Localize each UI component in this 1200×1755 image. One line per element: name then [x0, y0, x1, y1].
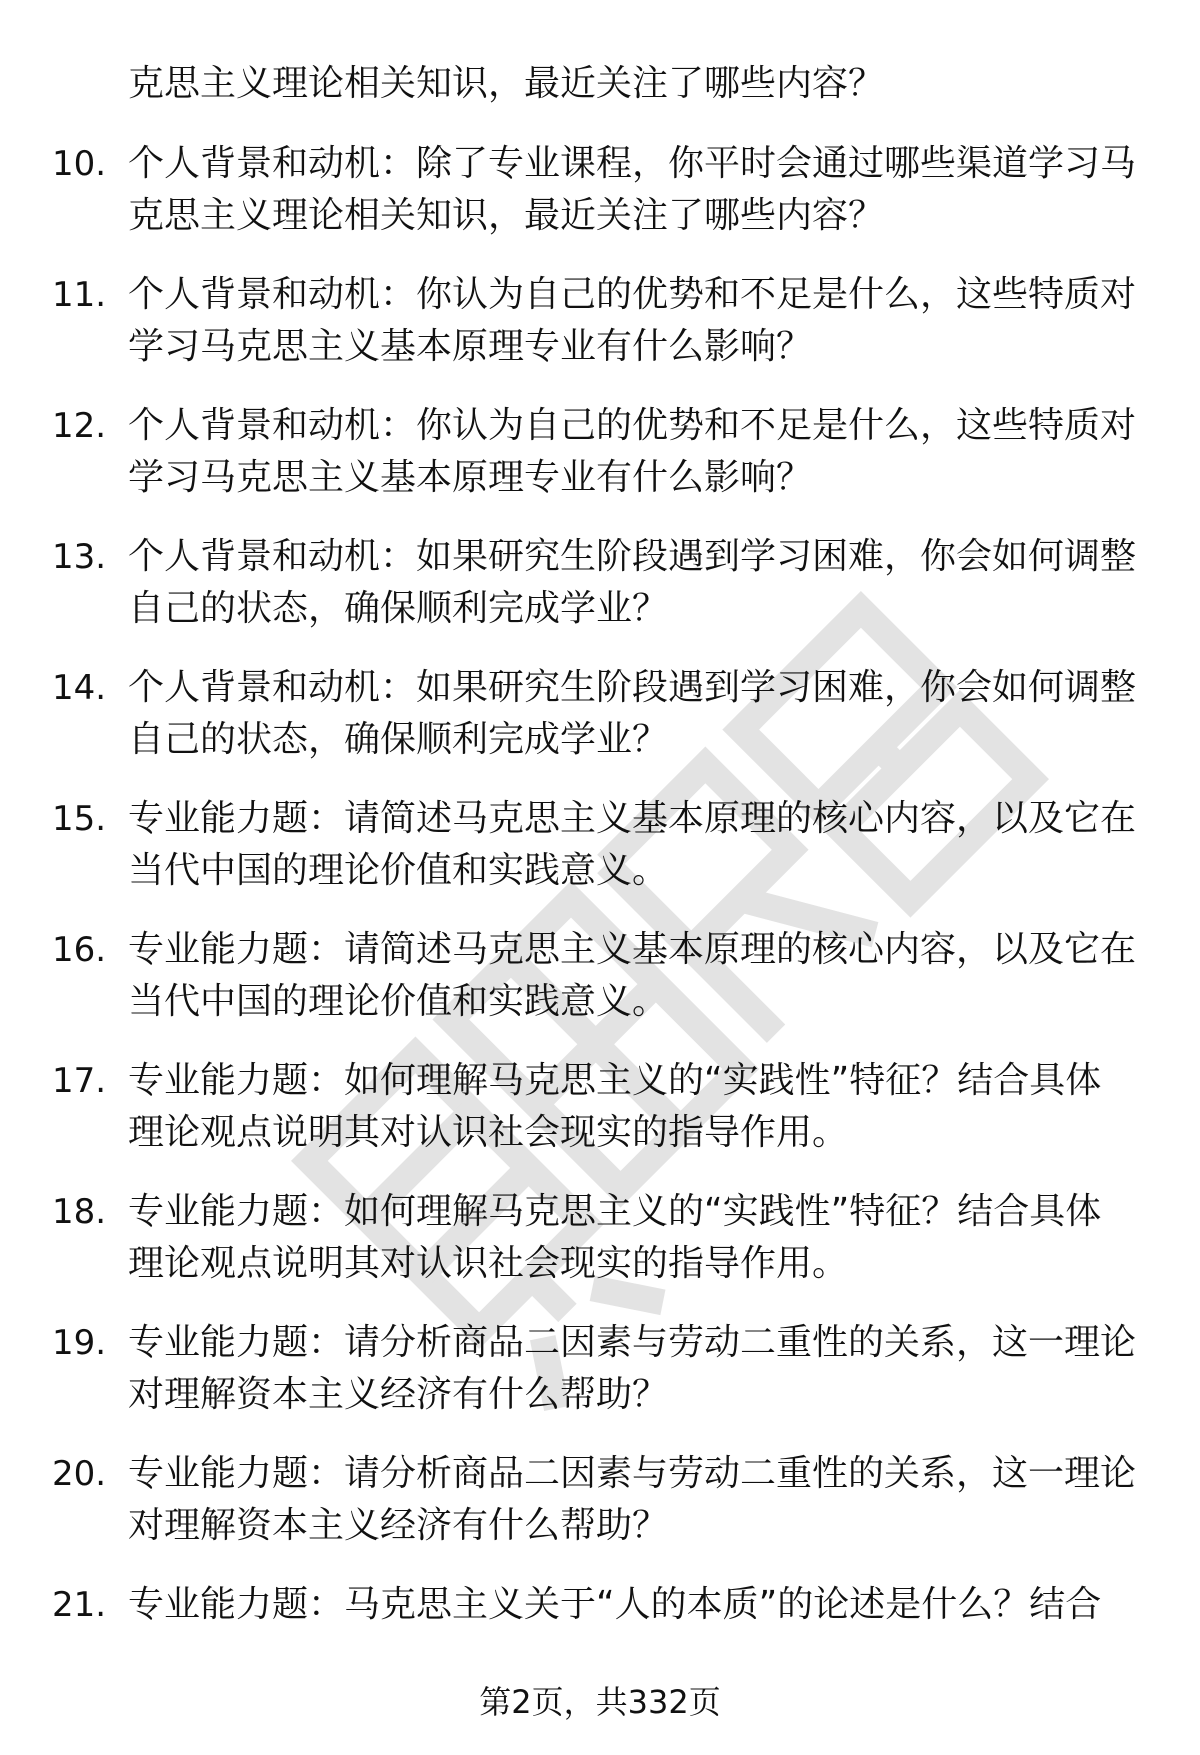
question-number: 21.: [52, 1585, 107, 1625]
question-text-line-1: 个人背景和动机：你认为自己的优势和不足是什么，这些特质对: [128, 274, 1137, 315]
question-number: 12.: [52, 406, 107, 446]
continued-question-line: 克思主义理论相关知识，最近关注了哪些内容？: [128, 63, 885, 104]
question-text-line-2: 对理解资本主义经济有什么帮助？: [128, 1505, 669, 1546]
question-text-line-2: 自己的状态，确保顺利完成学业？: [128, 588, 669, 629]
question-text-line-1: 专业能力题：请分析商品二因素与劳动二重性的关系，这一理论: [128, 1453, 1137, 1494]
question-number: 19.: [52, 1323, 107, 1363]
question-text-line-1: 专业能力题：马克思主义关于“人的本质”的论述是什么？结合: [128, 1584, 1102, 1625]
question-text-line-2: 自己的状态，确保顺利完成学业？: [128, 719, 669, 760]
question-number: 17.: [52, 1061, 107, 1101]
list-item: [0, 926, 1200, 1057]
question-text-line-2: 学习马克思主义基本原理专业有什么影响？: [128, 326, 813, 367]
question-number: 13.: [52, 537, 107, 577]
question-text-line-1: 个人背景和动机：你认为自己的优势和不足是什么，这些特质对: [128, 405, 1137, 446]
question-text-line-2: 克思主义理论相关知识，最近关注了哪些内容？: [128, 195, 885, 236]
question-text-line-1: 个人背景和动机：如果研究生阶段遇到学习困难，你会如何调整: [128, 667, 1137, 708]
question-list: [0, 140, 1200, 1712]
question-text-line-2: 当代中国的理论价值和实践意义。: [128, 981, 669, 1022]
question-text-line-1: 专业能力题：如何理解马克思主义的“实践性”特征？结合具体: [128, 1060, 1102, 1101]
question-number: 14.: [52, 668, 107, 708]
question-text-line-2: 对理解资本主义经济有什么帮助？: [128, 1374, 669, 1415]
list-item: [0, 795, 1200, 926]
question-text-line-1: 专业能力题：如何理解马克思主义的“实践性”特征？结合具体: [128, 1191, 1102, 1232]
question-number: 18.: [52, 1192, 107, 1232]
list-item: [0, 1188, 1200, 1319]
question-number: 11.: [52, 275, 107, 315]
question-number: 20.: [52, 1454, 107, 1494]
list-item: [0, 1319, 1200, 1450]
list-item: [0, 140, 1200, 271]
question-text-line-2: 学习马克思主义基本原理专业有什么影响？: [128, 457, 813, 498]
question-text-line-2: 当代中国的理论价值和实践意义。: [128, 850, 669, 891]
question-text-line-1: 专业能力题：请分析商品二因素与劳动二重性的关系，这一理论: [128, 1322, 1137, 1363]
list-item: [0, 533, 1200, 664]
list-item: [0, 271, 1200, 402]
question-number: 15.: [52, 799, 107, 839]
list-item: [0, 1450, 1200, 1581]
question-text-line-1: 个人背景和动机：如果研究生阶段遇到学习困难，你会如何调整: [128, 536, 1137, 577]
question-text-line-1: 个人背景和动机：除了专业课程，你平时会通过哪些渠道学习马: [128, 143, 1137, 184]
page-number-footer: 第2页，共332页: [479, 1683, 721, 1721]
question-text-line-2: 理论观点说明其对认识社会现实的指导作用。: [128, 1243, 849, 1284]
list-item: [0, 664, 1200, 795]
list-item: [0, 1057, 1200, 1188]
list-item: [0, 402, 1200, 533]
question-number: 10.: [52, 144, 107, 184]
question-text-line-1: 专业能力题：请简述马克思主义基本原理的核心内容，以及它在: [128, 798, 1137, 839]
question-text-line-1: 专业能力题：请简述马克思主义基本原理的核心内容，以及它在: [128, 929, 1137, 970]
question-number: 16.: [52, 930, 107, 970]
question-text-line-2: 理论观点说明其对认识社会现实的指导作用。: [128, 1112, 849, 1153]
